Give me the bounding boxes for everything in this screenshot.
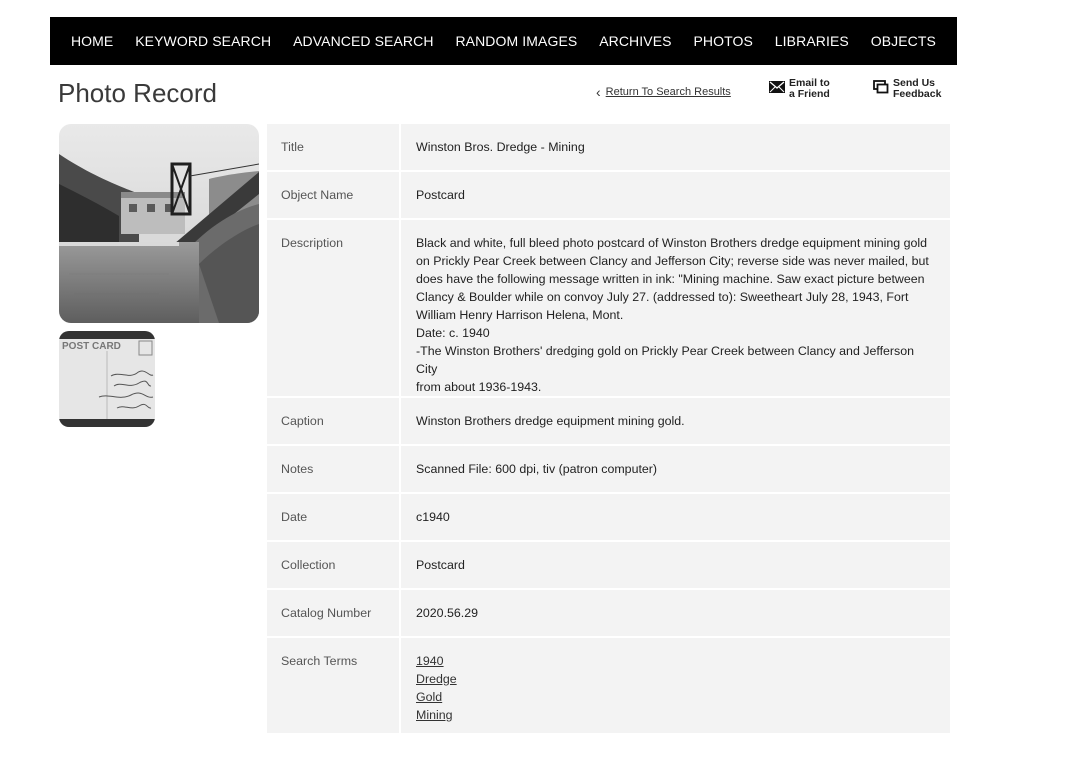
record-row-catalog-number bbox=[267, 590, 950, 636]
search-terms-list bbox=[401, 638, 950, 733]
email-label-line2: a Friend bbox=[789, 88, 830, 100]
description-value bbox=[401, 220, 950, 396]
description-line: William Henry Harrison Helena, Mont. bbox=[416, 308, 624, 322]
caption-value: Winston Brothers dredge equipment mining gold. bbox=[401, 398, 950, 444]
description-line: on Prickly Pear Creek between Clancy and Jefferson City; reverse side was never mailed, but bbox=[416, 254, 929, 268]
notes-value: Scanned File: 600 dpi, tiv (patron computer) bbox=[401, 446, 950, 492]
postcard-text: POST CARD bbox=[62, 341, 121, 352]
nav-libraries[interactable]: LIBRARIES bbox=[774, 33, 849, 49]
field-label: Collection bbox=[267, 542, 401, 588]
nav-random-images[interactable]: RANDOM IMAGES bbox=[455, 33, 578, 49]
field-label: Caption bbox=[267, 398, 401, 444]
description-line: -The Winston Brothers' dredging gold on Prickly Pear Creek between Clancy and Jefferson City bbox=[416, 344, 915, 376]
nav-keyword-search[interactable]: KEYWORD SEARCH bbox=[135, 33, 272, 49]
record-row-collection bbox=[267, 542, 950, 588]
field-label: Notes bbox=[267, 446, 401, 492]
date-value: c1940 bbox=[401, 494, 950, 540]
record-row-description bbox=[267, 220, 950, 396]
return-to-results-label: Return To Search Results bbox=[605, 86, 731, 98]
nav-photos[interactable]: PHOTOS bbox=[693, 33, 753, 49]
field-label: Description bbox=[267, 220, 401, 396]
photo-record-table bbox=[267, 122, 950, 735]
feedback-icon bbox=[873, 80, 889, 99]
send-feedback-label bbox=[893, 78, 941, 100]
title-value: Winston Bros. Dredge - Mining bbox=[401, 124, 950, 170]
search-term-link[interactable]: Gold bbox=[416, 690, 443, 704]
main-nav bbox=[50, 17, 957, 65]
search-term-link[interactable]: Dredge bbox=[416, 672, 457, 686]
field-label: Search Terms bbox=[267, 638, 401, 733]
catalog-number-value: 2020.56.29 bbox=[401, 590, 950, 636]
description-line: Clancy & Boulder while on convoy July 27. (addressed to): Sweetheart July 28, 1943, Fort bbox=[416, 290, 909, 304]
send-feedback-button[interactable] bbox=[873, 78, 941, 100]
field-label: Catalog Number bbox=[267, 590, 401, 636]
description-line: does have the following message written in ink: "Mining machine. Saw exact picture between bbox=[416, 272, 925, 286]
record-row-notes bbox=[267, 446, 950, 492]
record-row-date bbox=[267, 494, 950, 540]
feedback-label-line1: Send Us bbox=[893, 77, 936, 89]
record-row-title bbox=[267, 124, 950, 170]
email-friend-label bbox=[789, 78, 830, 100]
nav-home[interactable]: HOME bbox=[70, 33, 114, 49]
nav-objects[interactable]: OBJECTS bbox=[870, 33, 936, 49]
email-friend-button[interactable] bbox=[769, 78, 830, 100]
email-label-line1: Email to bbox=[789, 77, 830, 89]
feedback-label-line2: Feedback bbox=[893, 88, 942, 100]
description-line: from about 1936-1943. bbox=[416, 380, 542, 394]
description-line: Black and white, full bleed photo postcard of Winston Brothers dredge equipment mining gold bbox=[416, 236, 928, 250]
return-to-results-link[interactable] bbox=[596, 85, 731, 99]
object-name-value: Postcard bbox=[401, 172, 950, 218]
field-label: Object Name bbox=[267, 172, 401, 218]
chevron-left-icon: ‹ bbox=[596, 84, 601, 100]
nav-advanced-search[interactable]: ADVANCED SEARCH bbox=[293, 33, 434, 49]
field-label: Title bbox=[267, 124, 401, 170]
description-line: Date: c. 1940 bbox=[416, 326, 490, 340]
search-term-link[interactable]: Mining bbox=[416, 708, 453, 722]
main-photo[interactable] bbox=[59, 124, 259, 323]
nav-archives[interactable]: ARCHIVES bbox=[599, 33, 672, 49]
field-label: Date bbox=[267, 494, 401, 540]
page-title: Photo Record bbox=[58, 78, 217, 108]
record-row-search-terms bbox=[267, 638, 950, 733]
record-row-caption bbox=[267, 398, 950, 444]
envelope-icon bbox=[769, 80, 785, 98]
collection-value: Postcard bbox=[401, 542, 950, 588]
record-row-object-name bbox=[267, 172, 950, 218]
search-term-link[interactable]: 1940 bbox=[416, 654, 444, 668]
thumbnail-postcard-back[interactable] bbox=[59, 331, 155, 427]
